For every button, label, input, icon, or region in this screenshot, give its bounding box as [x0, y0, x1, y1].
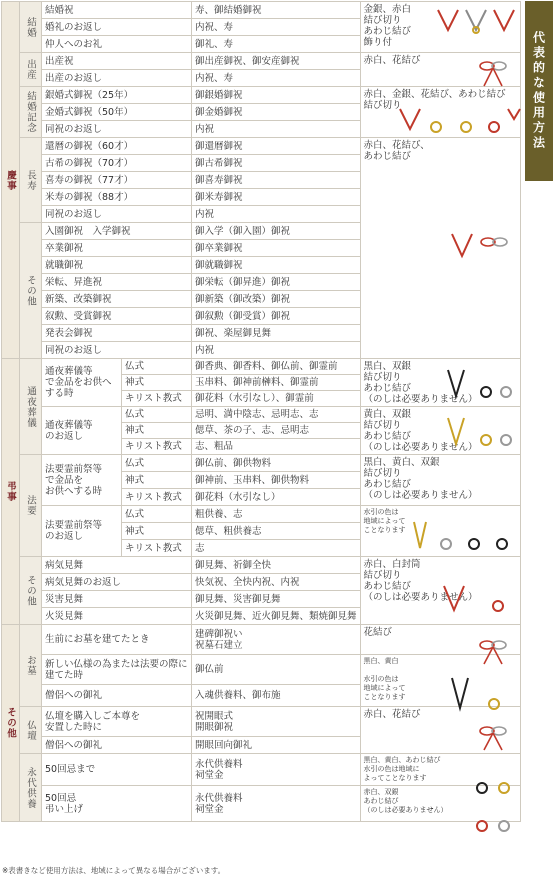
omote-cell: 御仏前、御供物料: [192, 455, 361, 472]
omote-cell: 御卒業御祝: [192, 240, 361, 257]
omote-cell: 快気祝、全快内祝、内祝: [192, 574, 361, 591]
hana-knot-icon: [448, 232, 508, 264]
hana-knot-icon: [478, 56, 508, 88]
side-tag: 代表的な使用方法: [525, 1, 553, 181]
footnote: ※表書きなど使用方法は、地域によって異なる場合がございます。: [2, 866, 226, 875]
group-choji-sonota: その他: [20, 557, 42, 625]
mizuhiki-eitai-1: 黒白、黄白、あわじ結び 水引の色は地域に よってことなります: [360, 754, 520, 786]
occasion-cell: 叙勲、受賞御祝: [42, 308, 192, 325]
occasion-cell: 生前にお墓を建てたとき: [42, 625, 192, 655]
omote-cell: 御花料（水引なし）: [192, 489, 361, 506]
group-kekkon: 結婚: [20, 2, 42, 53]
omote-cell: 祝開眼式 開眼御祝: [192, 707, 361, 737]
omote-cell: 偲草、茶の子、志、忌明志: [192, 423, 361, 439]
occasion-cell: 50回忌 弔い上げ: [42, 786, 192, 822]
omote-cell: 御銀婚御祝: [192, 87, 361, 104]
mizuhiki-eitai-2: 赤白、双銀 あわじ結び （のしは必要ありません）: [360, 786, 520, 822]
mizuhiki-houyou-kaeshi: 水引の色は 地域によって ことなります: [360, 506, 520, 557]
omote-cell: 内祝: [192, 121, 361, 138]
occasion-cell: 僧侶への御礼: [42, 685, 192, 707]
section-sonota: その他: [2, 625, 20, 822]
omote-cell: 御入学（御入園）御祝: [192, 223, 361, 240]
omote-cell: 御出産御祝、御安産御祝: [192, 53, 361, 70]
mizuhiki-tsuya-kaeshi: 黄白、双銀 結び切り あわじ結び （のしは必要ありません）: [360, 407, 520, 455]
religion-cell: キリスト教式: [122, 391, 192, 407]
occasion-cell: 病気見舞のお返し: [42, 574, 192, 591]
occasion-cell: 喜寿の御祝（77才）: [42, 172, 192, 189]
religion-cell: 神式: [122, 423, 192, 439]
omote-cell: 入魂供養料、御布施: [192, 685, 361, 707]
mizuhiki-shussan: 赤白、花結び: [360, 53, 520, 87]
awaji-knot-icon: [440, 416, 520, 452]
occasion-cell: 就職御祝: [42, 257, 192, 274]
omote-cell: 火災御見舞、近火御見舞、類焼御見舞: [192, 608, 361, 625]
mizuhiki-tsuya-kumotsu: 黒白、双銀 結び切り あわじ結び （のしは必要ありません）: [360, 359, 520, 407]
occasion-cell: 新築、改築御祝: [42, 291, 192, 308]
omote-cell: 建碑御祝い 祝墓石建立: [192, 625, 361, 655]
religion-cell: 仏式: [122, 359, 192, 375]
occasion-cell: 仲人へのお礼: [42, 36, 192, 53]
section-choji: 弔事: [2, 359, 20, 625]
group-keiji-sonota: その他: [20, 223, 42, 359]
omote-cell: 内祝: [192, 342, 361, 359]
occasion-cell: 火災見舞: [42, 608, 192, 625]
group-houyou: 法要: [20, 455, 42, 557]
occasion-cell: 卒業御祝: [42, 240, 192, 257]
occasion-cell: 同祝のお返し: [42, 342, 192, 359]
occasion-cell: 50回忌まで: [42, 754, 192, 786]
omote-cell: 偲草、粗供養志: [192, 523, 361, 540]
mizuhiki-ohaka-2: 黒白、黄白 水引の色は 地域によって ことなります: [360, 655, 520, 707]
occasion-cell: 栄転、昇進祝: [42, 274, 192, 291]
religion-cell: 神式: [122, 523, 192, 540]
omote-cell: 御喜寿御祝: [192, 172, 361, 189]
omote-cell: 御古希御祝: [192, 155, 361, 172]
omote-cell: 寿、御結婚御祝: [192, 2, 361, 19]
mizuhiki-ohaka-1: 花結び: [360, 625, 520, 655]
omote-cell: 御金婚御祝: [192, 104, 361, 121]
group-butsudan: 仏壇: [20, 707, 42, 754]
hana-knot-icon: [478, 636, 508, 666]
omote-cell: 御仏前: [192, 655, 361, 685]
mizuhiki-butsudan: 赤白、花結び: [360, 707, 520, 754]
omote-cell: 御祝、楽屋御見舞: [192, 325, 361, 342]
religion-cell: 神式: [122, 375, 192, 391]
hana-knot-icon: [478, 722, 508, 752]
religion-cell: キリスト教式: [122, 540, 192, 557]
awaji-knot-icon: [470, 806, 520, 840]
occasion-cell: 通夜葬儀等 のお返し: [42, 407, 122, 455]
group-ohaka: お墓: [20, 625, 42, 707]
group-kekkon-kinen: 結婚記念: [20, 87, 42, 138]
group-chouju: 長寿: [20, 138, 42, 223]
mizuhiki-kinen: 赤白、金銀、花結び、あわじ結び 結び切り: [360, 87, 520, 138]
omote-cell: 粗供養、志: [192, 506, 361, 523]
occasion-cell: 僧侶への御礼: [42, 737, 192, 754]
omote-cell: 御礼、寿: [192, 36, 361, 53]
religion-cell: 仏式: [122, 455, 192, 472]
occasion-cell: 病気見舞: [42, 557, 192, 574]
occasion-cell: 新しい仏様の為または法要の際に 建てた時: [42, 655, 192, 685]
mizuhiki-knot-icon: [430, 8, 520, 48]
awaji-knot-icon: [440, 368, 520, 402]
omote-cell: 御神前、玉串料、御供物料: [192, 472, 361, 489]
religion-cell: 神式: [122, 472, 192, 489]
omote-cell: 内祝、寿: [192, 70, 361, 87]
omote-cell: 志、粗品: [192, 439, 361, 455]
omote-cell: 御見舞、災害御見舞: [192, 591, 361, 608]
occasion-cell: 法要霊前祭等 のお返し: [42, 506, 122, 557]
omote-cell: 玉串料、御神前榊料、御霊前: [192, 375, 361, 391]
occasion-cell: 出産のお返し: [42, 70, 192, 87]
occasion-cell: 結婚祝: [42, 2, 192, 19]
occasion-cell: 古希の御祝（70才）: [42, 155, 192, 172]
omote-cell: 永代供養料 祠堂金: [192, 786, 361, 822]
group-shussan: 出産: [20, 53, 42, 87]
occasion-cell: 出産祝: [42, 53, 192, 70]
occasion-cell: 同祝のお返し: [42, 121, 192, 138]
mizuhiki-mimai: 赤白、白封筒 結び切り あわじ結び （のしは必要ありません）: [360, 557, 520, 625]
occasion-cell: 仏壇を購入しご本尊を 安置した時に: [42, 707, 192, 737]
occasion-cell: 銀婚式御祝（25年）: [42, 87, 192, 104]
omote-cell: 志: [192, 540, 361, 557]
section-keiji: 慶事: [2, 2, 20, 359]
awaji-knot-icon: [408, 520, 520, 556]
omote-cell: 御還暦御祝: [192, 138, 361, 155]
omote-cell: 御新築（御改築）御祝: [192, 291, 361, 308]
religion-cell: キリスト教式: [122, 439, 192, 455]
mizuhiki-keiji-sonota: 赤白、花結び、 あわじ結び: [360, 138, 520, 359]
occasion-cell: 発表会御祝: [42, 325, 192, 342]
occasion-cell: 災害見舞: [42, 591, 192, 608]
omote-cell: 御香典、御香料、御仏前、御霊前: [192, 359, 361, 375]
omote-cell: 内祝、寿: [192, 19, 361, 36]
omote-cell: 御見舞、祈御全快: [192, 557, 361, 574]
occasion-cell: 米寿の御祝（88才）: [42, 189, 192, 206]
omote-cell: 御就職御祝: [192, 257, 361, 274]
mizuhiki-knot-icon: [396, 105, 521, 137]
religion-cell: キリスト教式: [122, 489, 192, 506]
omote-cell: 開眼回向御礼: [192, 737, 361, 754]
occasion-cell: 通夜葬儀等 で金品をお供へ する時: [42, 359, 122, 407]
occasion-cell: 婚礼のお返し: [42, 19, 192, 36]
group-eitai: 永代供養: [20, 754, 42, 822]
omote-cell: 御米寿御祝: [192, 189, 361, 206]
omote-cell: 忌明、満中陰志、忌明志、志: [192, 407, 361, 423]
mizuhiki-knot-icon: [440, 584, 520, 620]
omote-cell: 永代供養料 祠堂金: [192, 754, 361, 786]
occasion-cell: 入園御祝 入学御祝: [42, 223, 192, 240]
occasion-cell: 還暦の御祝（60才）: [42, 138, 192, 155]
occasion-cell: 金婚式御祝（50年）: [42, 104, 192, 121]
mizuhiki-houyou-kumotsu: 黒白、黄白、双銀 結び切り あわじ結び （のしは必要ありません）: [360, 455, 520, 506]
omote-cell: 内祝: [192, 206, 361, 223]
omote-cell: 御栄転（御昇進）御祝: [192, 274, 361, 291]
religion-cell: 仏式: [122, 407, 192, 423]
awaji-knot-icon: [470, 770, 520, 800]
mizuhiki-kekkon: 金銀、赤白 結び切り あわじ結び 飾り付: [360, 2, 520, 53]
occasion-cell: 法要霊前祭等 で金品を お供へする時: [42, 455, 122, 506]
occasion-cell: 同祝のお返し: [42, 206, 192, 223]
omote-cell: 御叙勲（御受賞）御祝: [192, 308, 361, 325]
group-tsuya: 通夜葬儀: [20, 359, 42, 455]
religion-cell: 仏式: [122, 506, 192, 523]
awaji-knot-icon: [448, 676, 512, 716]
omote-cell: 御花料（水引なし）、御霊前: [192, 391, 361, 407]
